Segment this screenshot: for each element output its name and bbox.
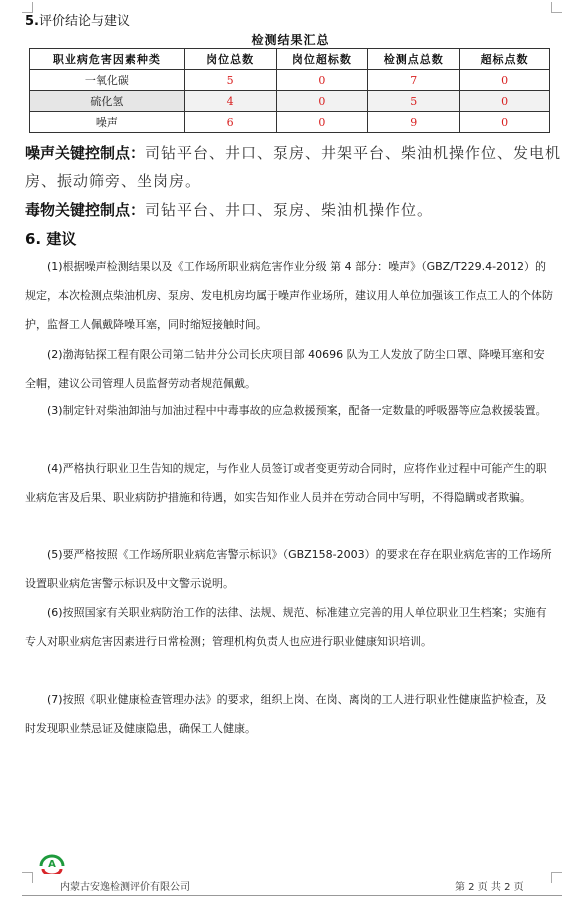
recommendation-text: (3)制定针对柴油卸油与加油过程中中毒事故的应急救援预案，配备一定数量的呼吸器等应急救援装置。	[47, 404, 547, 417]
recommendation-text: (6)按照国家有关职业病防治工作的法律、法规、规范、标准建立完善的用人单位职业卫生档案；实施有专人对职业病危害因素进行日常检测；管理机构负责人也应进行职业健康知识培训。	[25, 606, 547, 648]
results-table	[29, 48, 550, 133]
header-point-total: 检测点总数	[368, 49, 460, 70]
footer-company: 内蒙古安逸检测评价有限公司	[60, 882, 190, 893]
cell-value: 4	[184, 91, 276, 112]
recommendation-text: (7)按照《职业健康检查管理办法》的要求，组织上岗、在岗、离岗的工人进行职业性健康监护检查，及时发现职业禁忌证及健康隐患，确保工人健康。	[25, 693, 547, 735]
recommendation-4	[25, 454, 555, 512]
cell-value: 7	[368, 70, 460, 91]
header-hazard-type: 职业病危害因素种类	[30, 49, 185, 70]
toxic-key-label: 毒物关键控制点：	[25, 201, 146, 219]
cell-value: 0	[276, 70, 368, 91]
noise-key-points	[25, 139, 565, 195]
cell-value: 5	[368, 91, 460, 112]
cell-value: 6	[184, 112, 276, 133]
recommendation-7	[25, 685, 555, 743]
recommendation-1	[25, 252, 555, 339]
margin-mark-bottom-left	[22, 872, 33, 883]
cell-value: 5	[184, 70, 276, 91]
header-post-exceed: 岗位超标数	[276, 49, 368, 70]
cell-value: 0	[276, 91, 368, 112]
recommendation-text: (1)根据噪声检测结果以及《工作场所职业病危害作业分级 第 4 部分：噪声》（GBZ/T229.4-2012）的规定，本次检测点柴油机房、泵房、发电机房均属于噪声作业场所，建议用人单位加强该工作点工人的个体防护，监督工人佩戴降噪耳塞，同时缩短接触时间。	[25, 260, 553, 331]
footer-page-number: 第 2 页 共 2 页	[455, 882, 524, 893]
header-post-total: 岗位总数	[184, 49, 276, 70]
recommendation-3	[25, 396, 555, 425]
cell-hazard: 硫化氢	[30, 91, 185, 112]
recommendation-text: (5)要严格按照《工作场所职业病危害警示标识》（GBZ158-2003）的要求在存在职业病危害的工作场所设置职业病危害警示标识及中文警示说明。	[25, 548, 552, 590]
section-6-heading: 6. 建议	[25, 230, 77, 248]
table-row	[30, 112, 550, 133]
section-5-heading	[25, 10, 130, 29]
toxic-key-text: 司钻平台、井口、泵房、柴油机操作位。	[145, 201, 434, 219]
section-5-title: 评价结论与建议	[38, 14, 130, 29]
noise-key-text: 司钻平台、井口、泵房、井架平台、柴油机操作位、发电机房、振动筛旁、坐岗房。	[25, 144, 562, 190]
recommendation-text: (2)渤海钻探工程有限公司第二钻井分公司长庆项目部 40696 队为工人发放了防尘口罩、降噪耳塞和安全帽，建议公司管理人员监督劳动者规范佩戴。	[25, 348, 545, 390]
table-title: 检测结果汇总	[251, 33, 330, 47]
cell-hazard: 一氧化碳	[30, 70, 185, 91]
section-5-number: 5.	[25, 14, 39, 29]
cell-value: 9	[368, 112, 460, 133]
table-row	[30, 91, 550, 112]
table-row	[30, 70, 550, 91]
cell-value: 0	[276, 112, 368, 133]
cell-value: 0	[460, 70, 550, 91]
noise-key-label: 噪声关键控制点：	[25, 144, 146, 162]
header-point-exceed: 超标点数	[460, 49, 550, 70]
table-header-row	[30, 49, 550, 70]
margin-mark-bottom-right	[551, 872, 562, 883]
margin-mark-top-right	[551, 2, 562, 13]
recommendation-5	[25, 540, 555, 598]
cell-value: 0	[460, 112, 550, 133]
cell-value: 0	[460, 91, 550, 112]
recommendation-2	[25, 340, 555, 398]
recommendation-text: (4)严格执行职业卫生告知的规定，与作业人员签订或者变更劳动合同时，应将作业过程中可能产生的职业病危害及后果、职业病防护措施和待遇，如实告知作业人员并在劳动合同中写明，不得隐瞒或者欺骗。	[25, 462, 547, 504]
cell-hazard: 噪声	[30, 112, 185, 133]
company-logo-icon	[38, 848, 66, 874]
toxic-key-points	[25, 196, 565, 224]
svg-text:A: A	[48, 859, 56, 870]
recommendation-6	[25, 598, 555, 656]
footer-rule	[22, 895, 562, 896]
